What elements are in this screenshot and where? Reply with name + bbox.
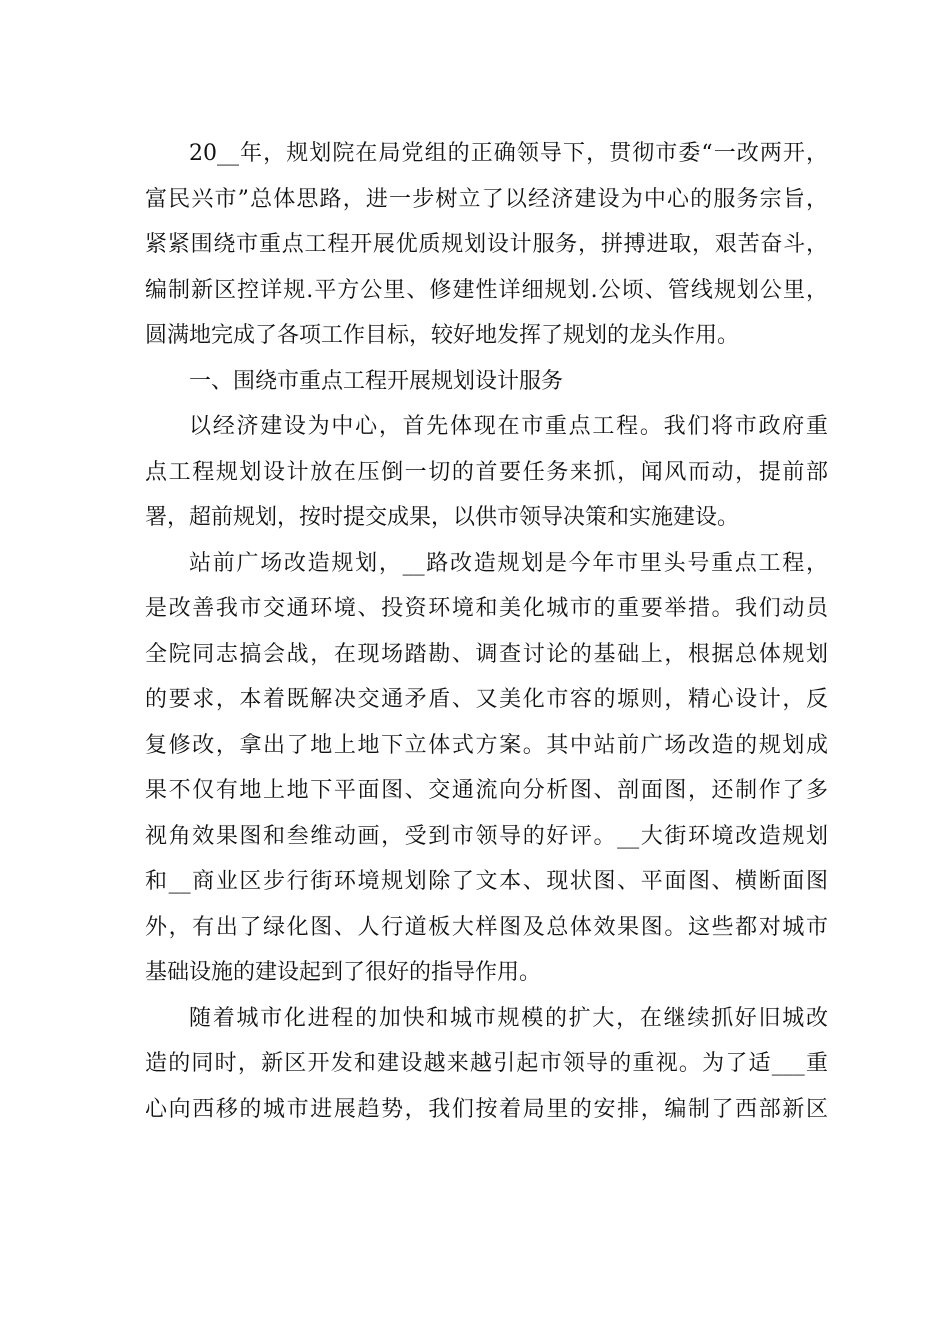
text-line: 外，有出了绿化图、人行道板大样图及总体效果图。这些都对城市	[145, 914, 828, 940]
text-line: 基础设施的建设起到了很好的指导作用。	[145, 960, 542, 985]
section-heading	[145, 359, 828, 405]
text-line: 造的同时，新区开发和建设越来越引起市领导的重视。为了适___重	[145, 1051, 828, 1076]
paragraph-key-projects	[145, 404, 828, 541]
document-body	[145, 131, 828, 1132]
text-line: 编制新区控详规.平方公里、修建性详细规划.公顷、管线规划公里，	[145, 277, 828, 303]
text-line: 复修改，拿出了地上地下立体式方案。其中站前广场改造的规划成	[145, 732, 828, 758]
text-line: 全院同志搞会战，在现场踏勘、调查讨论的基础上，根据总体规划	[145, 641, 828, 667]
text-line: 富民兴市”总体思路，进一步树立了以经济建设为中心的服务宗旨，	[145, 186, 828, 212]
text-line: 圆满地完成了各项工作目标，较好地发挥了规划的龙头作用。	[145, 323, 740, 348]
text-line: 随着城市化进程的加快和城市规模的扩大，在继续抓好旧城改	[189, 1005, 828, 1031]
text-line: 心向西移的城市进展趋势，我们按着局里的安排，编制了西部新区	[145, 1096, 828, 1122]
text-line: 和__商业区步行街环境规划除了文本、现状图、平面图、横断面图	[145, 869, 828, 894]
text-line: 点工程规划设计放在压倒一切的首要任务来抓，闻风而动，提前部	[145, 459, 828, 485]
text-line: 紧紧围绕市重点工程开展优质规划设计服务，拼搏进取，艰苦奋斗，	[145, 232, 828, 257]
text-line: 是改善我市交通环境、投资环境和美化城市的重要举措。我们动员	[145, 596, 828, 621]
paragraph-intro	[145, 131, 828, 359]
text-line: 站前广场改造规划，__路改造规划是今年市里头号重点工程，	[189, 550, 828, 576]
text-line: 20__年，规划院在局党组的正确领导下，贯彻市委“一改两开，	[189, 141, 828, 166]
text-line: 的要求，本着既解决交通矛盾、又美化市容的塬则，精心设计，反	[145, 687, 828, 712]
text-line: 果不仅有地上地下平面图、交通流向分析图、剖面图，还制作了多	[145, 778, 828, 803]
paragraph-station-plaza	[145, 541, 828, 996]
heading-line: 一、围绕市重点工程开展规划设计服务	[189, 368, 564, 394]
paragraph-new-district	[145, 996, 828, 1133]
text-line: 以经济建设为中心，首先体现在市重点工程。我们将市政府重	[189, 414, 828, 439]
text-line: 署，超前规划，按时提交成果，以供市领导决策和实施建设。	[145, 505, 740, 530]
text-line: 视角效果图和叁维动画，受到市领导的好评。__大街环境改造规划	[145, 823, 828, 849]
